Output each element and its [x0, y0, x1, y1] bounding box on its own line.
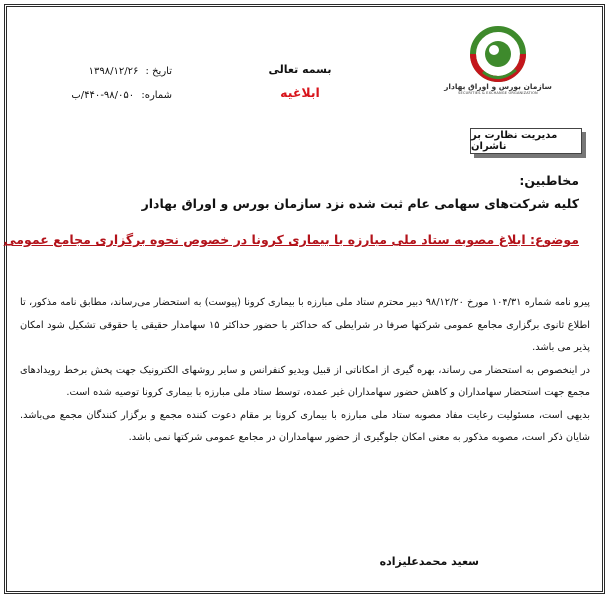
notice-label: ابلاغیه	[280, 85, 320, 100]
letter-body	[20, 292, 590, 450]
number-label: شماره:	[141, 90, 172, 101]
department-box	[470, 128, 582, 154]
logo-text-en: SECURITIES & EXCHANGE ORGANIZATION	[458, 91, 538, 95]
logo-text-fa: سازمان بورس و اوراق بهادار	[444, 82, 552, 91]
signer-name: سعید محمدعلیزاده	[379, 555, 479, 568]
body-paragraph: پیرو نامه شماره ۱۰۴/۳۱ مورخ ۹۸/۱۲/۲۰ دبیر محترم ستاد ملی مبارزه با بیماری کرونا (پیوست) به استحضار می‌رساند، مطابق نامه مذکور، تا اطلاع ثانوی برگزاری مجامع عمومی شرکتها صرفا در شرایطی که حداکثر با حضور حداکثر ۱۵ سهامدار حقیقی یا حقوقی تشکیل شود امکان پذیر می باشد.	[20, 297, 590, 353]
department-label: مدیریت نظارت بر ناشران	[471, 130, 558, 152]
number-value: ۹۸/۰۵۰-۴۴۰/ب	[71, 90, 135, 101]
bismillah-heading: بسمه تعالی	[268, 63, 332, 76]
logo-caption	[438, 82, 558, 95]
subject-line: موضوع: ابلاغ مصوبه ستاد ملی مبارزه با بیماری کرونا در خصوص نحوه برگزاری مجامع عمومی	[3, 232, 579, 247]
date-value: ۱۳۹۸/۱۲/۲۶	[88, 66, 139, 77]
date-line	[62, 66, 172, 77]
date-label: تاریخ :	[145, 66, 172, 77]
body-paragraph: بدیهی است، مسئولیت رعایت مفاد مصوبه ستاد ملی مبارزه با بیماری کرونا بر مقام دعوت کننده مجمع و برگزار کنندگان مجمع می‌باشد. شایان ذکر است، مصوبه مذکور به معنی امکان جلوگیری از حضور سهامداران در مجامع عمومی شرکتها نمی باشد.	[20, 409, 590, 443]
number-line	[62, 90, 172, 101]
audience-label: مخاطبین:	[519, 173, 579, 188]
body-paragraph: در اینخصوص به استحضار می رساند، بهره گیری از امکاناتی از قبیل ویدیو کنفرانس و سایر روشهای الکترونیک جهت پخش برخط رویدادهای مجمع جهت استحضار سهامداران و کاهش حضور سهامداران غیر عمده، توسط ستاد ملی مبارزه با بیماری کرونا توصیه شده است.	[20, 364, 590, 398]
audience-text: کلیه شرکت‌های سهامی عام ثبت شده نزد سازمان بورس و اوراق بهادار	[141, 196, 579, 211]
sec-exchange-org-logo-icon	[438, 20, 558, 110]
